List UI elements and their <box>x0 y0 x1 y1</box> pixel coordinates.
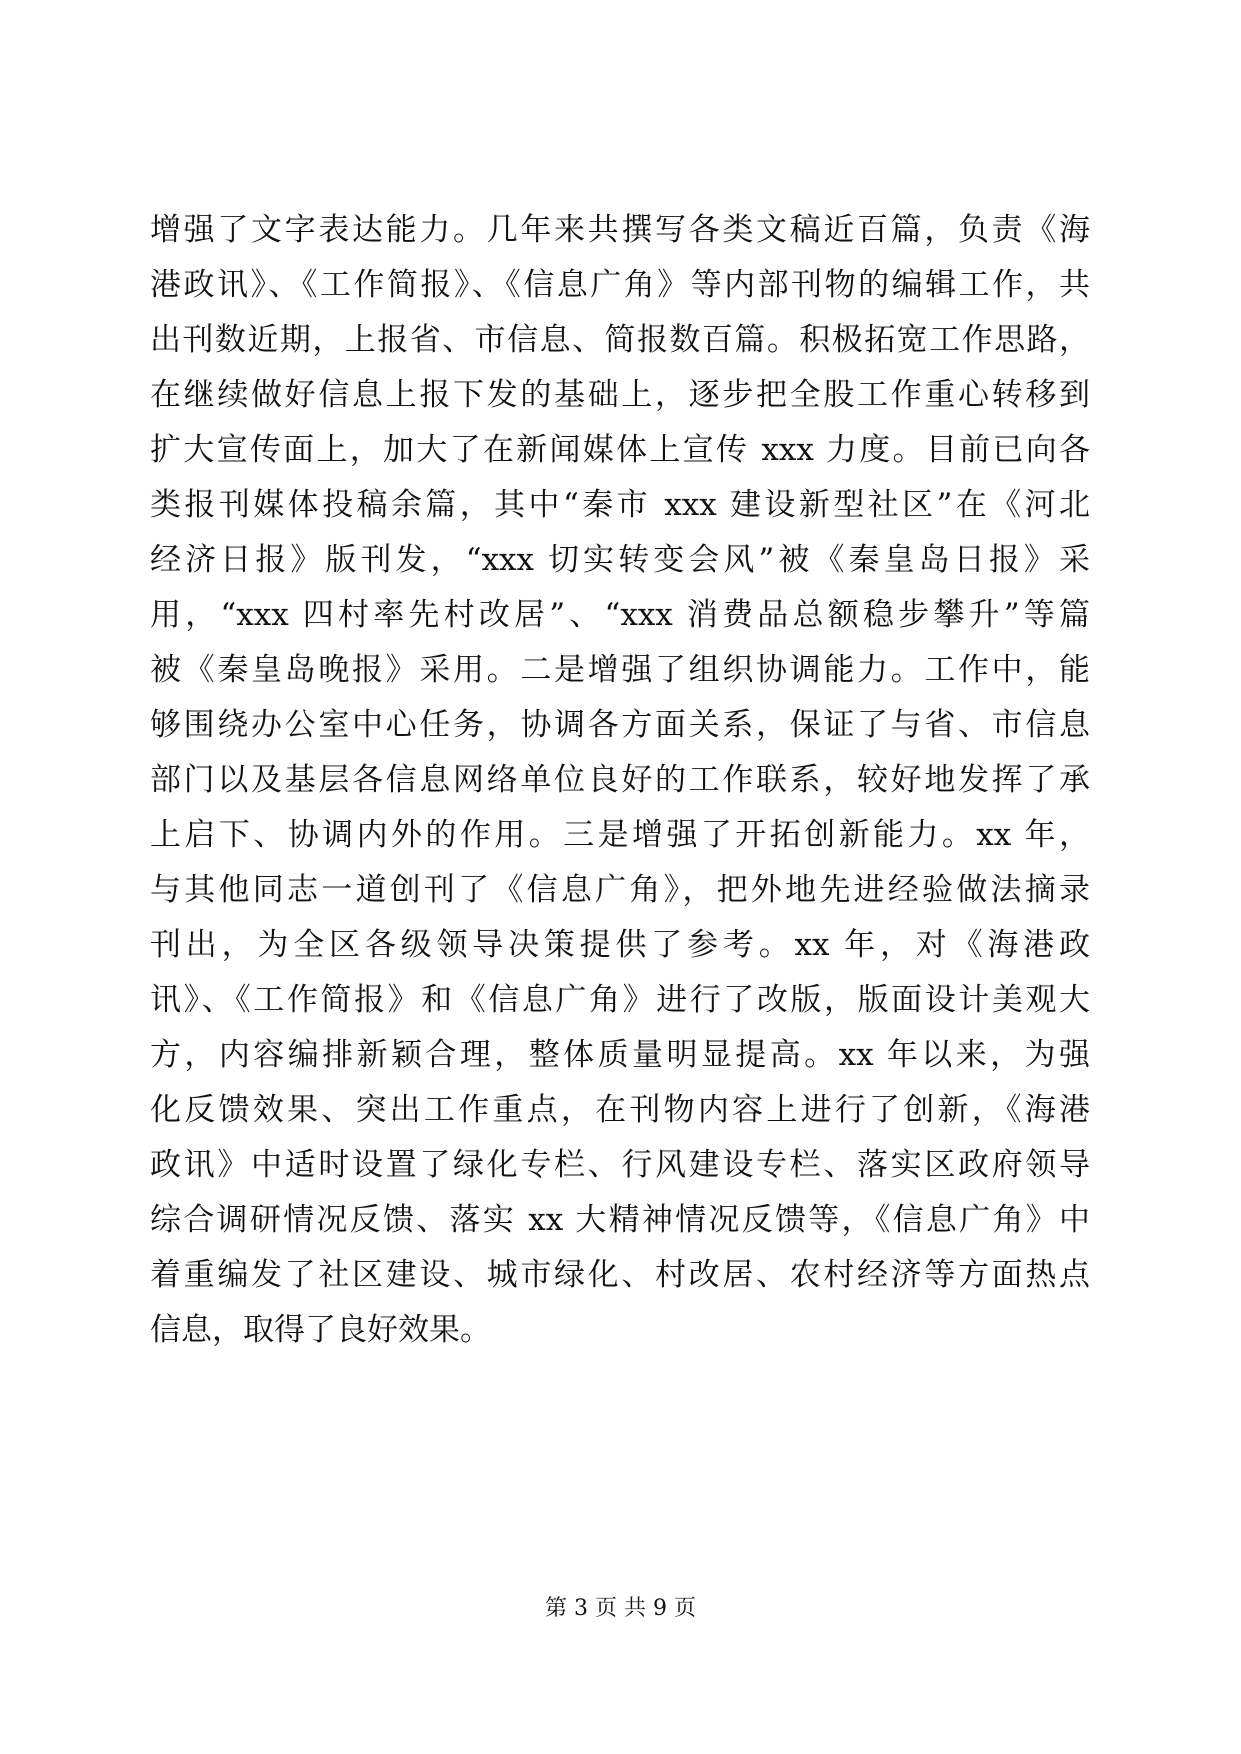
text-line: 信息，取得了良好效果。 <box>150 1312 491 1348</box>
text-line: 够围绕办公室中心任务，协调各方面关系，保证了与省、市信息 <box>150 707 1090 743</box>
text-line: 着重编发了社区建设、城市绿化、村改居、农村经济等方面热点 <box>150 1257 1090 1293</box>
text-line: 经济日报》版刊发，“xxx 切实转变会风”被《秦皇岛日报》采 <box>150 542 1090 578</box>
text-line: 化反馈效果、突出工作重点，在刊物内容上进行了创新，《海港 <box>150 1092 1090 1128</box>
text-line: 出刊数近期，上报省、市信息、简报数百篇。积极拓宽工作思路， <box>150 322 1090 358</box>
text-line: 综合调研情况反馈、落实 xx 大精神情况反馈等，《信息广角》中 <box>150 1202 1090 1238</box>
text-line: 刊出，为全区各级领导决策提供了参考。xx 年，对《海港政 <box>150 927 1090 963</box>
text-line: 讯》、《工作简报》和《信息广角》进行了改版，版面设计美观大 <box>150 982 1090 1018</box>
text-line: 港政讯》、《工作简报》、《信息广角》等内部刊物的编辑工作，共 <box>150 267 1090 303</box>
text-line: 上启下、协调内外的作用。三是增强了开拓创新能力。xx 年， <box>150 817 1090 853</box>
text-line: 政讯》中适时设置了绿化专栏、行风建设专栏、落实区政府领导 <box>150 1147 1090 1183</box>
text-line: 部门以及基层各信息网络单位良好的工作联系，较好地发挥了承 <box>150 762 1090 798</box>
text-line: 扩大宣传面上，加大了在新闻媒体上宣传 xxx 力度。目前已向各 <box>150 432 1090 468</box>
text-line: 被《秦皇岛晚报》采用。二是增强了组织协调能力。工作中，能 <box>150 652 1090 688</box>
text-line: 在继续做好信息上报下发的基础上，逐步把全股工作重心转移到 <box>150 377 1090 413</box>
text-line: 增强了文字表达能力。几年来共撰写各类文稿近百篇，负责《海 <box>150 212 1090 248</box>
text-line: 方，内容编排新颖合理，整体质量明显提高。xx 年以来，为强 <box>150 1037 1090 1073</box>
text-line: 用，“xxx 四村率先村改居”、“xxx 消费品总额稳步攀升”等篇 <box>150 597 1090 633</box>
text-line: 类报刊媒体投稿余篇，其中“秦市 xxx 建设新型社区”在《河北 <box>150 487 1090 523</box>
page-number-footer: 第 3 页 共 9 页 <box>545 1596 696 1621</box>
text-line: 与其他同志一道创刊了《信息广角》，把外地先进经验做法摘录 <box>150 872 1090 908</box>
